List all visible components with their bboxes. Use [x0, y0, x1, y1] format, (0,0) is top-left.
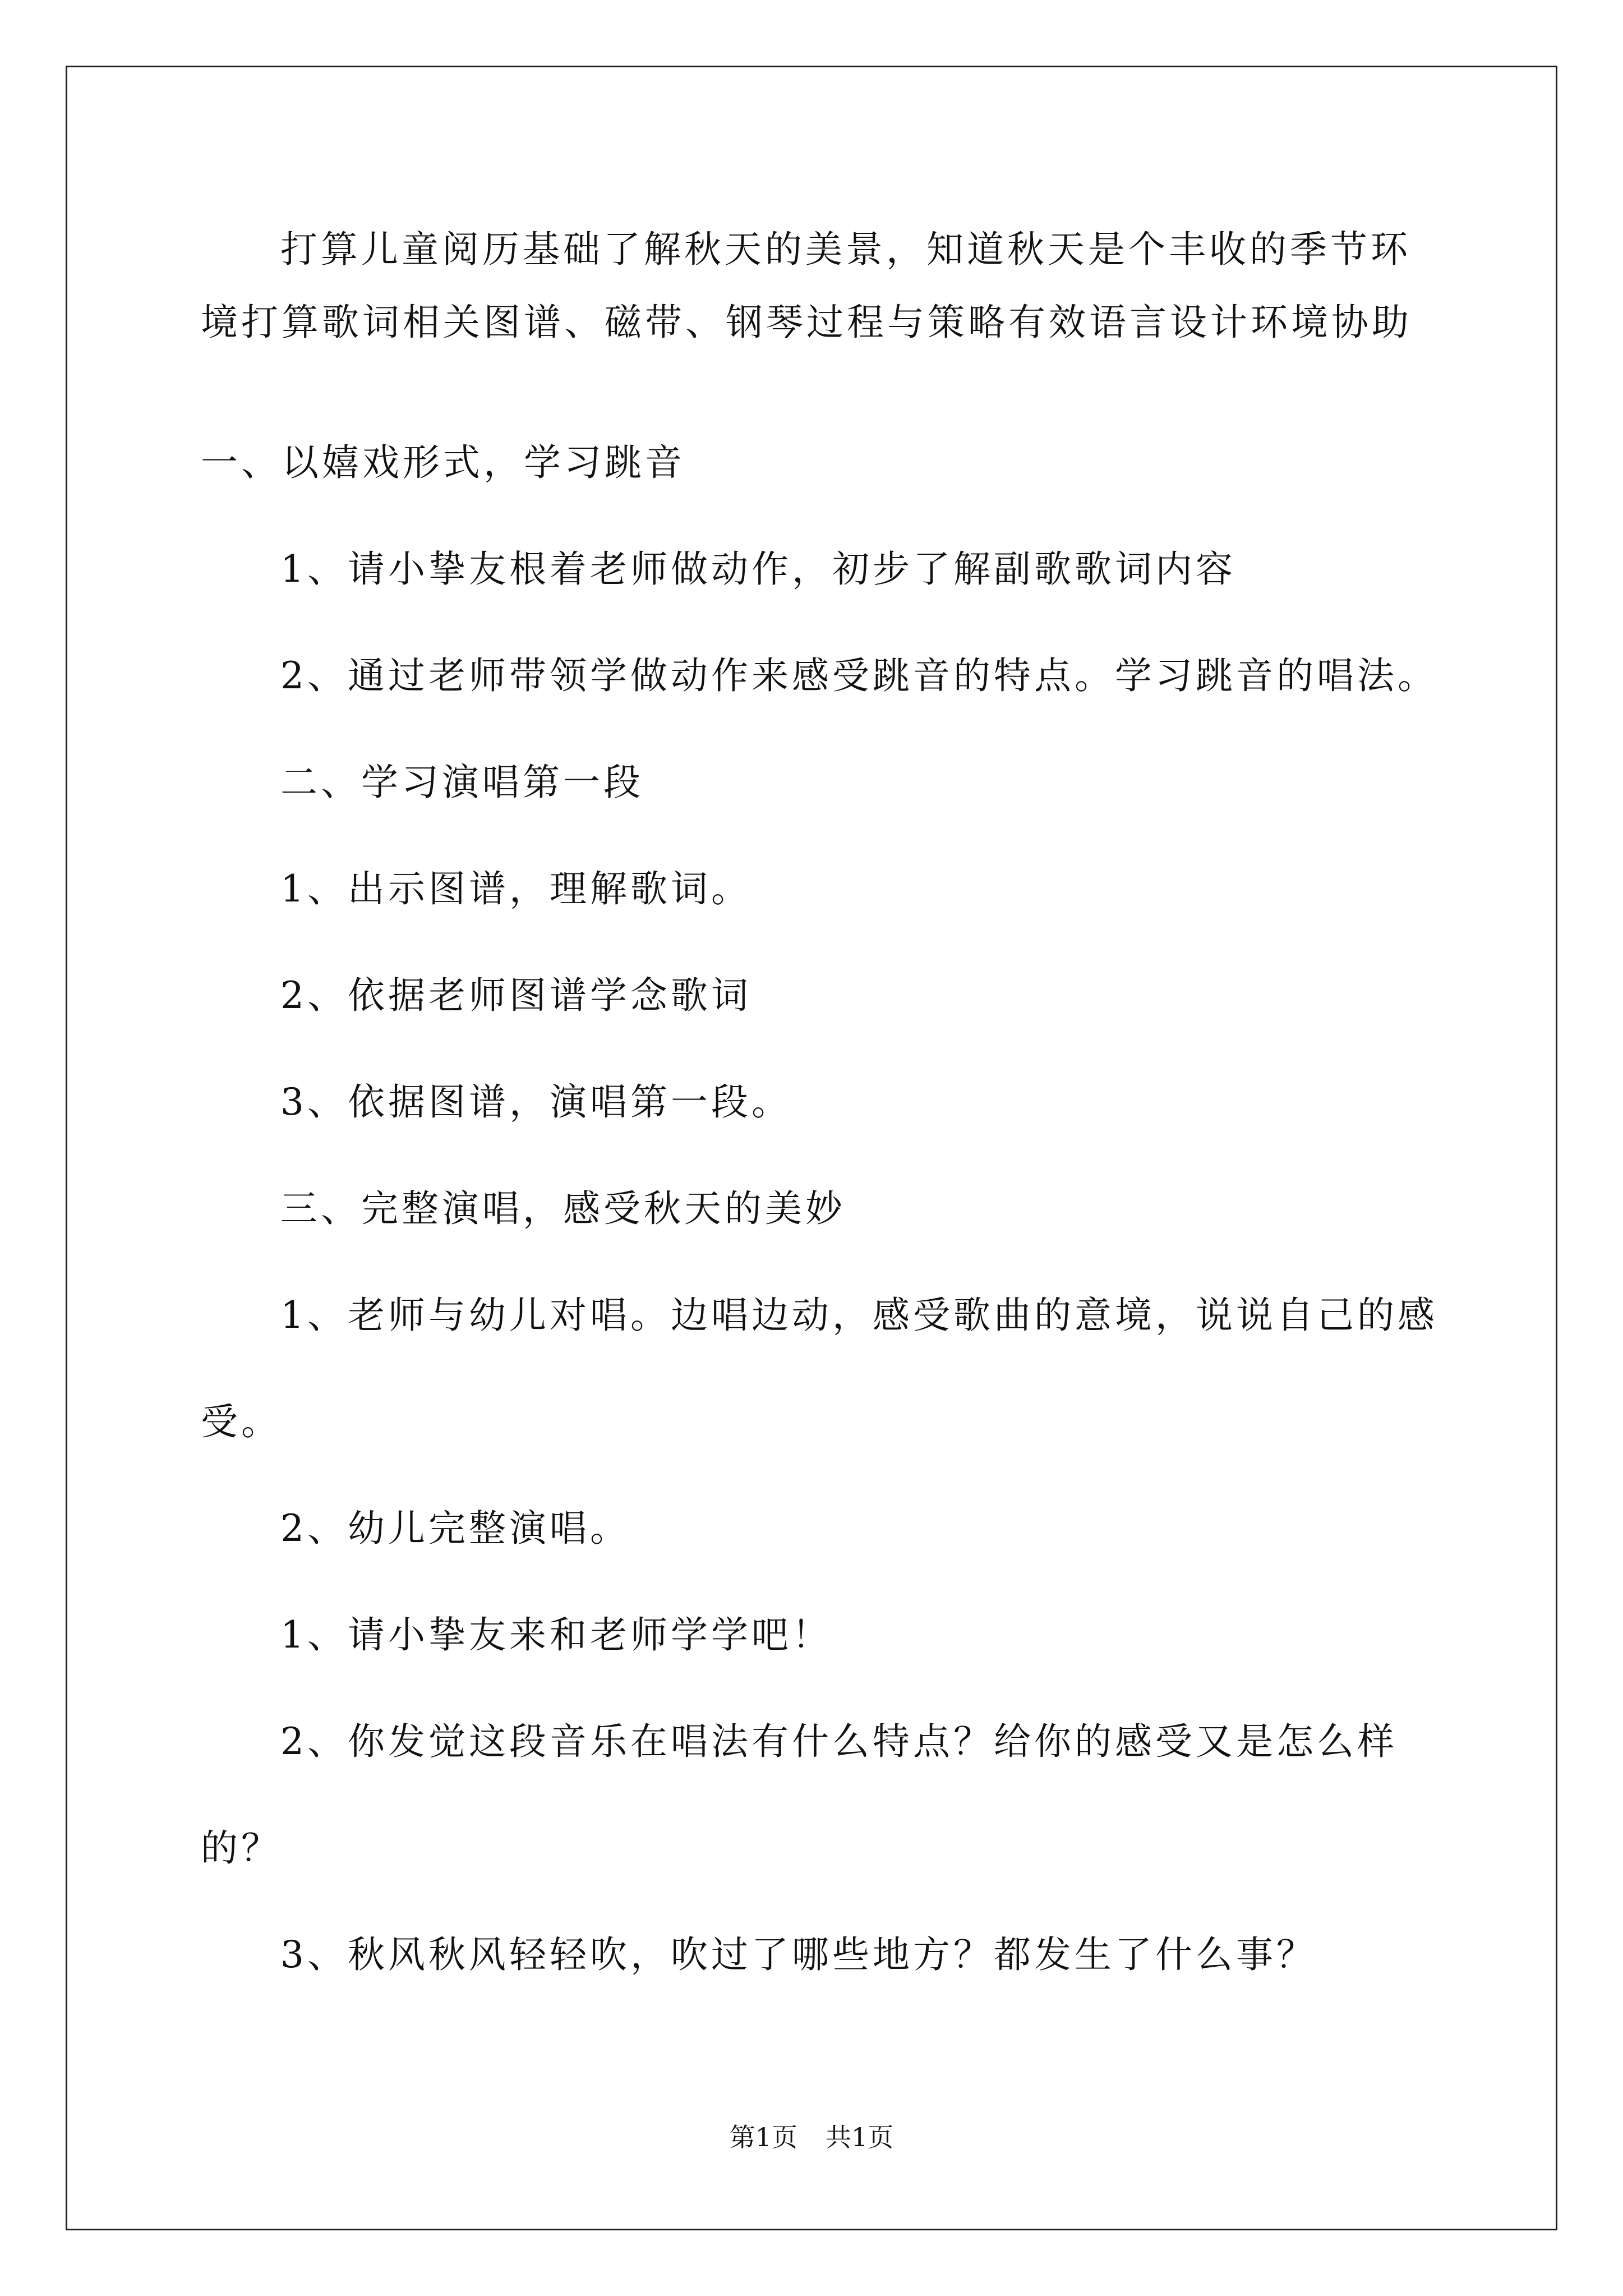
- list-item: 2、通过老师带领学做动作来感受跳音的特点。学习跳音的唱法。: [280, 654, 1438, 697]
- list-item: 1、出示图谱，理解歌词。: [280, 867, 751, 910]
- list-item: 2、幼儿完整演唱。: [280, 1507, 630, 1550]
- page-number-current: 第1页: [729, 2122, 797, 2152]
- list-item: 3、依据图谱，演唱第一段。: [280, 1080, 792, 1124]
- list-item-continuation: 受。: [201, 1400, 282, 1443]
- paragraph-line: 境打算歌词相关图谱、磁带、钢琴过程与策略有效语言设计环境协助: [201, 301, 1412, 344]
- list-item: 1、请小挚友来和老师学学吧！: [280, 1613, 832, 1657]
- paragraph-line: 打算儿童阅历基础了解秋天的美景，知道秋天是个丰收的季节环: [280, 228, 1411, 271]
- list-item: 1、老师与幼儿对唱。边唱边动，感受歌曲的意境，说说自己的感: [280, 1294, 1438, 1337]
- list-item: 2、依据老师图谱学念歌词: [280, 974, 751, 1017]
- page-number-total: 共1页: [826, 2122, 894, 2152]
- page-border: [66, 66, 1557, 2230]
- list-item-continuation: 的？: [201, 1826, 282, 1870]
- section-heading: 一、以嬉戏形式，学习跳音: [201, 441, 685, 484]
- section-heading: 二、学习演唱第一段: [280, 761, 644, 804]
- list-item: 2、你发觉这段音乐在唱法有什么特点？给你的感受又是怎么样: [280, 1720, 1398, 1763]
- page-footer: [0, 2120, 1623, 2154]
- list-item: 3、秋风秋风轻轻吹，吹过了哪些地方？都发生了什么事？: [280, 1933, 1317, 1976]
- list-item: 1、请小挚友根着老师做动作，初步了解副歌歌词内容: [280, 547, 1236, 591]
- section-heading: 三、完整演唱，感受秋天的美妙: [280, 1187, 846, 1230]
